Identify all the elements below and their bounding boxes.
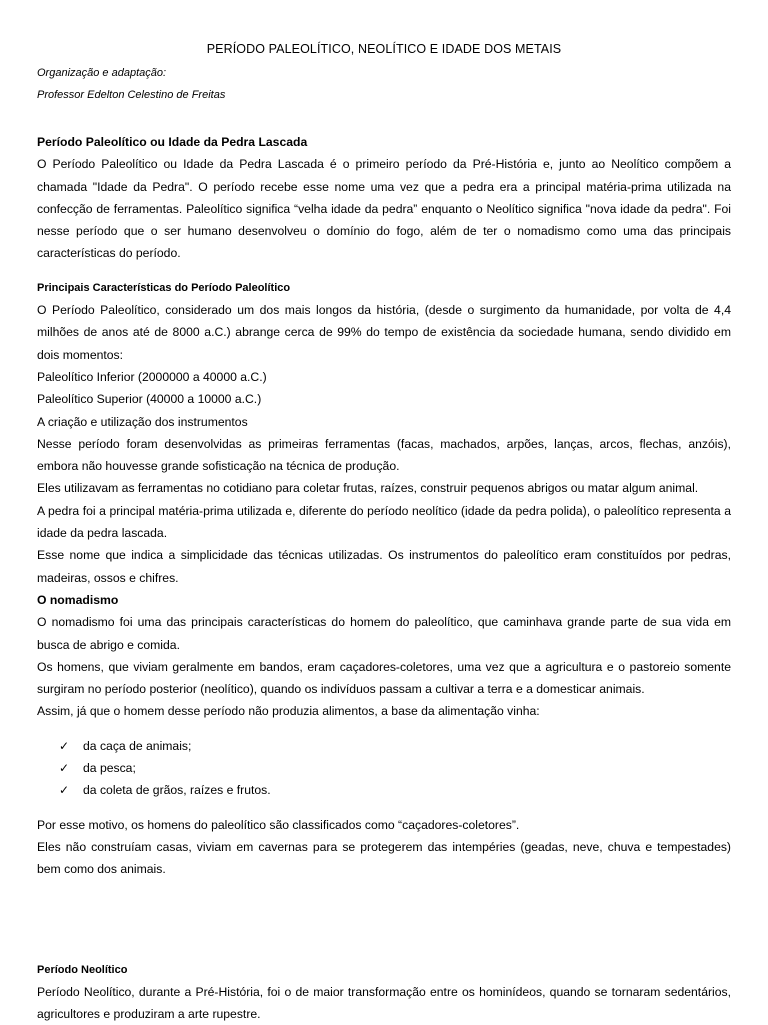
- document-title: PERÍODO PALEOLÍTICO, NEOLÍTICO E IDADE DOS METAIS: [206, 42, 562, 56]
- paragraph: O Período Paleolítico, considerado um dos mais longos da história, (desde o surgimento da humanidade, por volta de 4,4 milhões de anos até de 8000 a.C.) abrange cerca de 99% do tempo de existência da sociedade humana, sendo dividido em dois momentos:: [37, 303, 731, 362]
- paragraph: O Período Paleolítico ou Idade da Pedra Lascada é o primeiro período da Pré-História e, junto ao Neolítico compõem a chamada "Idade da Pedra". O período recebe esse nome uma vez que a pedra era a principal matéria-prima utilizada na confecção de ferramentas. Paleolítico significa “velha idade da pedra” enquanto o Neolítico significa "nova idade da pedra". Foi nesse período que o ser humano desenvolveu o domínio do fogo, além de ter o nomadismo como uma das principais características do período.: [37, 157, 731, 261]
- paragraph: Nesse período foram desenvolvidas as primeiras ferramentas (facas, machados, arpões, lanças, arcos, flechas, anzóis), embora não houvesse grande sofisticação na técnica de produção.: [37, 436, 731, 474]
- section-heading-paleolitico: Período Paleolítico ou Idade da Pedra Lascada: [37, 135, 308, 149]
- paragraph: Esse nome que indica a simplicidade das técnicas utilizadas. Os instrumentos do paleolítico eram constituídos por pedras, madeiras, ossos e chifres.: [37, 548, 731, 585]
- checkmark-icon: ✓: [59, 783, 70, 798]
- paragraph: O nomadismo foi uma das principais características do homem do paleolítico, que caminhava grande parte de sua vida em busca de abrigo e comida.: [37, 615, 731, 652]
- checkmark-icon: ✓: [59, 738, 70, 753]
- paleolitico-inferior-line: Paleolítico Inferior (2000000 a 40000 a.C.): [37, 369, 267, 384]
- paragraph: Assim, já que o homem desse período não produzia alimentos, a base da alimentação vinha:: [37, 704, 540, 719]
- food-source-list: [37, 735, 731, 802]
- paragraph: Eles utilizavam as ferramentas no cotidiano para coletar frutas, raízes, construir pequenos abrigos ou matar algum animal.: [37, 481, 699, 496]
- section-heading-nomadismo: O nomadismo: [37, 592, 119, 607]
- list-item: ✓ da coleta de grãos, raízes e frutos.: [59, 779, 731, 801]
- paragraph: Os homens, que viviam geralmente em bandos, eram caçadores-coletores, uma vez que a agricultura e o pastoreio somente surgiram no período posterior (neolítico), quando os indivíduos passam a cultivar a terra e a domesticar animais.: [37, 659, 731, 697]
- instrumentos-line: A criação e utilização dos instrumentos: [37, 414, 248, 429]
- paragraph: Período Neolítico, durante a Pré-História, foi o de maior transformação entre os hominídeos, quando se tornaram sedentários, agricultores e produziram a arte rupestre.: [37, 984, 731, 1022]
- list-item: ✓ da caça de animais;: [59, 735, 731, 757]
- checkmark-icon: ✓: [59, 761, 70, 776]
- organization-label: Organização e adaptação:: [37, 67, 167, 79]
- section-heading-neolitico: Período Neolítico: [37, 963, 128, 976]
- document-body: [37, 131, 731, 1025]
- paleolitico-superior-line: Paleolítico Superior (40000 a 10000 a.C.): [37, 392, 262, 407]
- author-name: Professor Edelton Celestino de Freitas: [37, 89, 226, 101]
- section-heading-caracteristicas: Principais Características do Período Paleolítico: [37, 281, 291, 294]
- paragraph: Por esse motivo, os homens do paleolítico são classificados como “caçadores-coletores”.: [37, 817, 520, 832]
- spacer: [37, 881, 731, 947]
- paragraph: A pedra foi a principal matéria-prima utilizada e, diferente do período neolítico (idade da pedra polida), o paleolítico representa a idade da pedra lascada.: [37, 503, 731, 541]
- list-item: ✓ da pesca;: [59, 757, 731, 779]
- paragraph: Eles não construíam casas, viviam em cavernas para se protegerem das intempéries (geadas, neve, chuva e tempestades) bem como dos animais.: [37, 839, 731, 877]
